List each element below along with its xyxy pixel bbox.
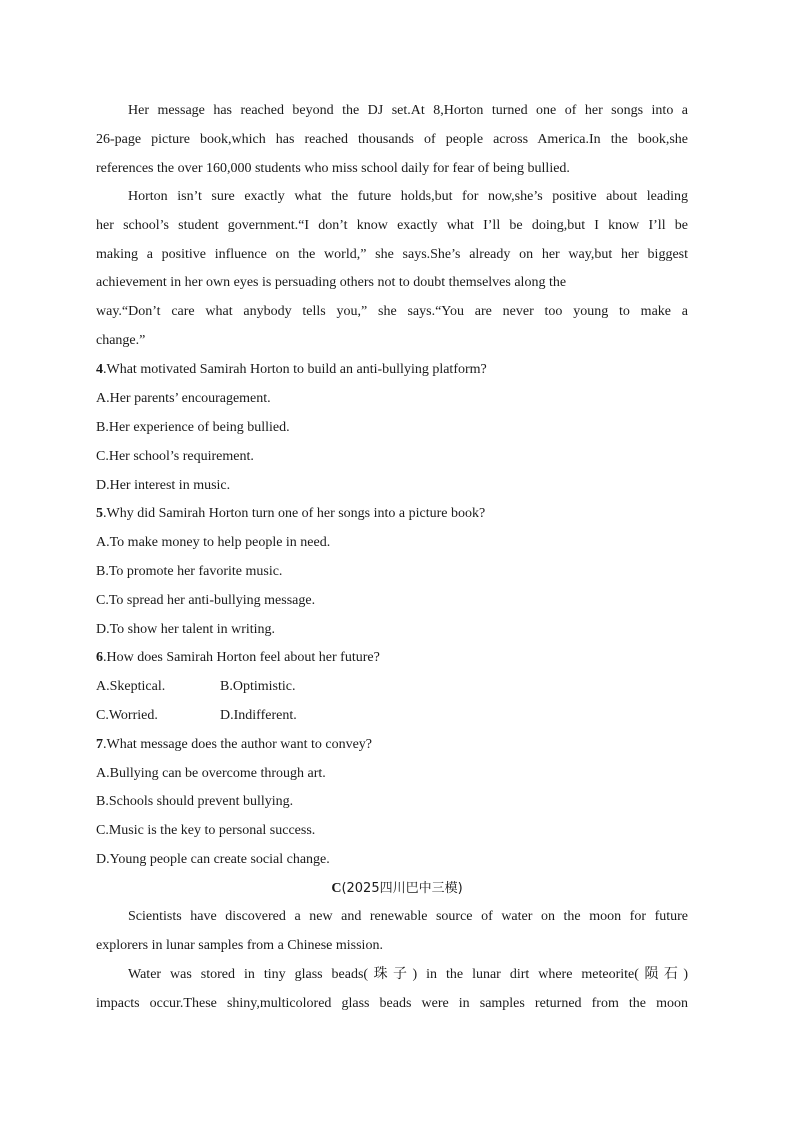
option-d: D.Her interest in music. bbox=[96, 478, 231, 493]
text-line: Scientists have discovered a new and renewable source of water on the moon for future bbox=[128, 909, 688, 924]
option-d: D.Indifferent. bbox=[220, 708, 297, 723]
question-text: .Why did Samirah Horton turn one of her songs into a picture book? bbox=[103, 506, 486, 521]
passage-c-heading bbox=[0, 879, 794, 899]
passage-b-paragraph-1 bbox=[96, 97, 688, 183]
text-line: achievement in her own eyes is persuading others not to doubt themselves along the bbox=[96, 275, 567, 291]
passage-b-paragraph-2 bbox=[96, 183, 688, 356]
question-6 bbox=[96, 648, 380, 668]
question-number: 5 bbox=[96, 506, 103, 521]
question-text: .How does Samirah Horton feel about her future? bbox=[103, 650, 380, 665]
question-4 bbox=[96, 360, 487, 380]
option-a: A.Skeptical. bbox=[96, 679, 166, 694]
option-c: C.To spread her anti-bullying message. bbox=[96, 593, 316, 608]
question-number: 7 bbox=[96, 737, 103, 752]
option-b: B.Optimistic. bbox=[220, 679, 296, 694]
option-c: C.Music is the key to personal success. bbox=[96, 823, 316, 838]
option-d: D.To show her talent in writing. bbox=[96, 622, 276, 637]
text-line: explorers in lunar samples from a Chinese mission. bbox=[96, 937, 383, 953]
text-line: her school’s student government.“I don’t know exactly what I’ll be doing,but I know I’ll be bbox=[96, 217, 688, 233]
question-text: .What motivated Samirah Horton to build an anti-bullying platform? bbox=[103, 362, 487, 377]
text-line: impacts occur.These shiny,multicolored glass beads were in samples returned from the moon bbox=[96, 995, 688, 1011]
text-line: 26-page picture book,which has reached thousands of people across America.In the book,she bbox=[96, 131, 688, 147]
passage-c-paragraph-1 bbox=[96, 903, 688, 961]
question-7 bbox=[96, 735, 372, 755]
text-line: change.” bbox=[96, 332, 146, 348]
text-line: Water was stored in tiny glass beads(珠子) in the lunar dirt where meteorite(陨石) bbox=[128, 967, 688, 982]
option-a: A.Her parents’ encouragement. bbox=[96, 391, 271, 406]
option-a: A.To make money to help people in need. bbox=[96, 535, 331, 550]
text-line: references the over 160,000 students who miss school daily for fear of being bullied. bbox=[96, 160, 570, 176]
option-a: A.Bullying can be overcome through art. bbox=[96, 766, 326, 781]
question-text: .What message does the author want to convey? bbox=[103, 737, 373, 752]
text-line: making a positive influence on the world,” she says.She’s already on her way,but her biggest bbox=[96, 246, 688, 262]
heading-source: (2025四川巴中三模) bbox=[341, 881, 463, 896]
question-5 bbox=[96, 504, 485, 524]
option-c: C.Her school’s requirement. bbox=[96, 449, 254, 464]
passage-c-paragraph-2 bbox=[96, 961, 688, 1019]
option-b: B.To promote her favorite music. bbox=[96, 564, 283, 579]
text-line: Her message has reached beyond the DJ set.At 8,Horton turned one of her songs into a bbox=[128, 103, 688, 118]
option-d: D.Young people can create social change. bbox=[96, 852, 330, 867]
question-number: 6 bbox=[96, 650, 103, 665]
option-c: C.Worried. bbox=[96, 708, 158, 723]
option-b: B.Schools should prevent bullying. bbox=[96, 794, 294, 809]
heading-letter: C bbox=[331, 881, 342, 896]
question-number: 4 bbox=[96, 362, 103, 377]
option-b: B.Her experience of being bullied. bbox=[96, 420, 290, 435]
text-line: way.“Don’t care what anybody tells you,” she says.“You are never too young to make a bbox=[96, 304, 688, 320]
text-line: Horton isn’t sure exactly what the future holds,but for now,she’s positive about leading bbox=[128, 189, 688, 204]
